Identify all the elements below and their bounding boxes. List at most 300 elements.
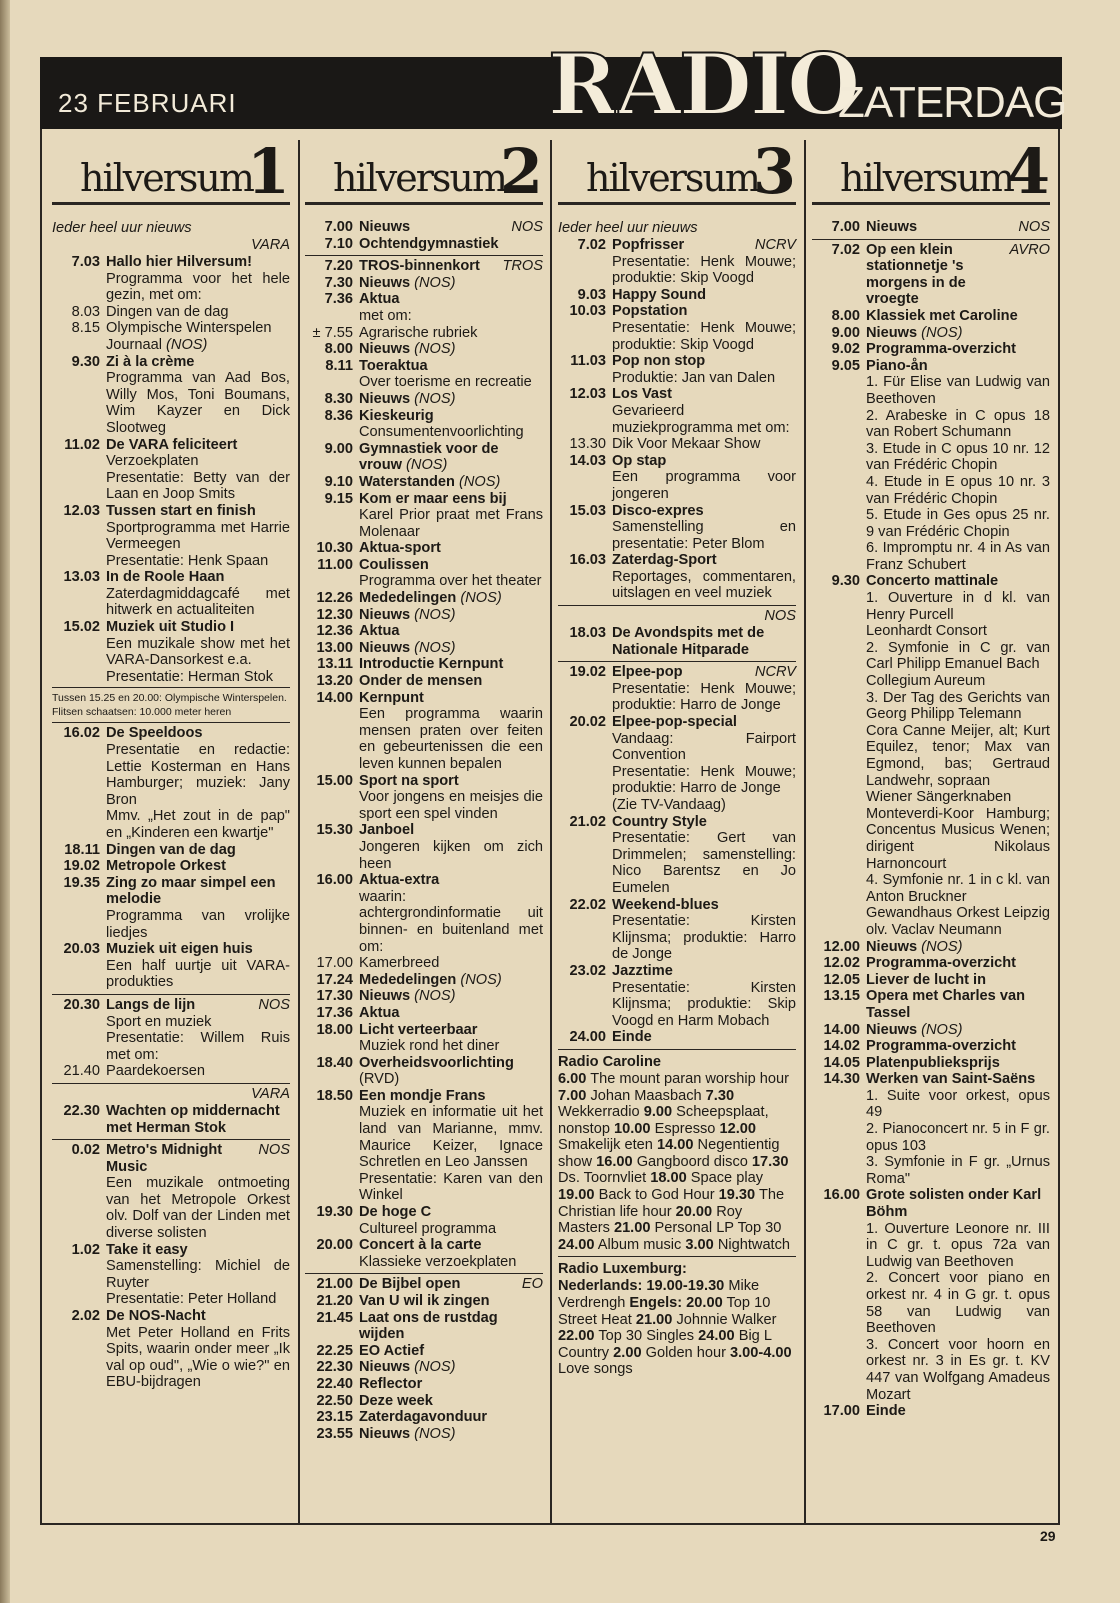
program-time: 17.00 [823, 1403, 860, 1420]
program-description: Presentatie: Willem Ruis met om: [106, 1030, 290, 1063]
program-entry [558, 453, 796, 503]
program-entry [558, 625, 796, 658]
program-entry [812, 573, 1050, 938]
program-title: Nieuws [359, 1425, 411, 1442]
program-title: Janboel [359, 822, 415, 839]
program-entry [812, 1022, 1050, 1039]
program-entry [305, 656, 543, 673]
program-time: 15.30 [316, 822, 353, 839]
program-body [866, 358, 1050, 574]
program-entry [305, 690, 543, 773]
station-column-1 [52, 135, 290, 1391]
program-time: 13.11 [317, 656, 353, 673]
program-title-line [612, 287, 796, 304]
program-description: 3. Der Tag des Gerichts van Georg Philipp Telemann [866, 689, 1050, 723]
program-time: 15.00 [316, 772, 353, 789]
program-time: 12.36 [316, 623, 353, 640]
program-time: 16.00 [316, 872, 353, 889]
program-title: Zi à la crème [106, 353, 195, 370]
program-description: 3. Symfonie in F gr. „Urnus Roma" [866, 1154, 1050, 1187]
schedule-program: Roy Masters [558, 1203, 743, 1237]
schedule-program: Top 10 Street Heat [558, 1295, 771, 1328]
station-title: Radio Luxemburg: [558, 1261, 687, 1278]
schedule-time: 19.30 [718, 1187, 756, 1204]
program-body [106, 997, 290, 1063]
program-time: 12.30 [316, 606, 353, 623]
program-time: 19.02 [569, 664, 606, 681]
program-title: Nieuws [359, 341, 411, 358]
program-body [866, 325, 1050, 342]
program-title: Langs de lijn [106, 996, 196, 1013]
program-title: Aktua [359, 291, 400, 308]
program-title-line [359, 640, 543, 657]
program-description: Programma voor het hele gezin, met om: [106, 270, 290, 304]
program-title: Dingen van de dag [106, 303, 229, 320]
program-title: Einde [866, 1403, 906, 1420]
program-description: met om: [359, 307, 412, 324]
program-title-line [359, 1276, 543, 1293]
program-title-line [359, 1359, 543, 1376]
program-time: 7.02 [577, 237, 606, 253]
program-title-line [359, 1409, 543, 1426]
program-title-line [866, 1038, 1050, 1055]
station-number: 3 [752, 135, 796, 208]
program-title-line [359, 872, 543, 889]
program-entry [558, 897, 796, 963]
section-divider [812, 239, 1050, 240]
program-entry [812, 358, 1050, 574]
program-title: Werken van Saint-Saëns [866, 1071, 1036, 1088]
program-title: Nieuws [359, 390, 411, 407]
program-description: Samenstelling: Michiel de Ruyter [106, 1258, 290, 1291]
program-description: Presentatie en redactie: Lettie Kosterman en Hans Hamburger; muziek: Jany Bron [106, 742, 290, 808]
program-description: Programma van Aad Bos, Willy Mos, Toni Boumans, Wim Kayzer en Dick Slootweg [106, 370, 290, 436]
program-title-line [359, 1293, 543, 1310]
program-entry [812, 955, 1050, 972]
column-divider [298, 140, 300, 1524]
program-body [359, 219, 543, 236]
program-title-line [106, 1308, 290, 1325]
program-broadcaster: (NOS) [921, 1021, 963, 1038]
program-title-line [612, 814, 796, 831]
program-body [359, 474, 543, 491]
program-body [866, 955, 1050, 972]
program-time: 13.20 [316, 673, 353, 690]
program-title: Aktua [359, 1004, 400, 1021]
program-description: 1. Ouverture Leonore nr. III in C gr. t. opus 72a van Ludwig van Beethoven [866, 1220, 1050, 1270]
program-title: Liever de lucht in [866, 971, 987, 988]
program-title-line [866, 1055, 1050, 1072]
program-entry [305, 1426, 543, 1443]
program-title-line [359, 690, 543, 707]
program-title: Elpee-pop [612, 664, 683, 681]
program-entry [305, 673, 543, 690]
program-title-line [612, 625, 796, 658]
schedule-time: 16.00 [596, 1153, 633, 1170]
program-time: 11.02 [64, 436, 100, 453]
program-description: Verzoekplaten [106, 453, 199, 470]
schedule-time: 3.00-4.00 [730, 1344, 792, 1361]
program-body [612, 552, 796, 602]
program-title: Gymnastiek voor de vrouw [359, 440, 499, 474]
program-entry [558, 386, 796, 436]
program-title-line [359, 822, 543, 839]
program-body [866, 1055, 1050, 1072]
program-time: 23.02 [569, 962, 606, 979]
program-title-line [359, 988, 543, 1005]
program-title: Disco-expres [612, 502, 704, 519]
program-time: 9.05 [831, 357, 860, 374]
station-name: hilversum [333, 156, 506, 200]
program-title: Sport na sport [359, 772, 459, 789]
program-body [612, 353, 796, 386]
program-title-line [359, 623, 543, 640]
program-body [612, 1029, 796, 1046]
program-description: Monteverdi-Koor Hamburg; Concentus Musicus Wenen; dirigent Nikolaus Harnoncourt [866, 805, 1050, 872]
program-body [106, 1103, 290, 1136]
program-title: Platenpublieksprijs [866, 1054, 1000, 1071]
program-body [866, 341, 1050, 358]
program-entry [52, 1103, 290, 1136]
program-entry [305, 291, 543, 324]
station-column-4 [812, 135, 1050, 1420]
program-body [359, 773, 543, 823]
program-body [359, 1310, 543, 1343]
program-description: Wiener Sängerknaben [866, 789, 1012, 806]
program-title: Aktua-sport [359, 540, 441, 557]
header-date: 23 FEBRUARI [58, 88, 237, 118]
column-divider [804, 140, 806, 1524]
program-entry [558, 1029, 796, 1046]
program-description: Reportages, commentaren, uitslagen en veel muziek [612, 568, 796, 602]
program-title-line [106, 304, 290, 321]
schedule-time: 20.00 [675, 1203, 713, 1220]
program-entry [305, 773, 543, 823]
station-name: hilversum [840, 156, 1013, 200]
program-title-line [359, 1005, 543, 1022]
program-body [359, 441, 543, 474]
program-title: Coulissen [359, 556, 429, 573]
program-body [359, 358, 543, 391]
program-entry [52, 304, 290, 321]
program-description: Cora Canne Meijer, alt; Kurt Equilez, tenor; Max van Egmond, bas; Gertraud Landwehr, sopraan [866, 722, 1050, 789]
program-title-line [359, 275, 543, 292]
program-body [359, 972, 543, 989]
program-body [106, 354, 290, 437]
program-description: Jongeren kijken om zich heen [359, 838, 543, 872]
program-body [359, 1409, 543, 1426]
program-description: Cultureel programma [359, 1220, 497, 1237]
program-entry [52, 725, 290, 841]
station-header [305, 135, 543, 208]
program-entry [812, 1187, 1050, 1403]
program-title-line [106, 254, 290, 271]
program-title: Zing zo maar simpel een melodie [106, 874, 276, 908]
station-header [558, 135, 796, 208]
schedule-time: 2.00 [613, 1344, 642, 1361]
program-body [359, 325, 543, 342]
program-title: TROS-binnenkort [359, 258, 480, 275]
section-divider [305, 255, 543, 256]
program-entry [812, 988, 1050, 1021]
program-entry [812, 1038, 1050, 1055]
program-title-line [106, 1242, 290, 1259]
program-entry [52, 320, 290, 353]
header-day: ZATERDAG [838, 78, 1067, 127]
schedule-program: Ds. Toornvliet [558, 1170, 651, 1187]
section-divider [52, 994, 290, 995]
program-entry [812, 325, 1050, 342]
program-time: 7.02 [831, 241, 860, 258]
program-title: Wachten op middernacht met Herman Stok [106, 1102, 280, 1136]
page-number: 29 [1040, 1528, 1056, 1544]
program-time: 8.03 [71, 303, 100, 320]
program-title-line [106, 858, 290, 875]
program-entry [305, 491, 543, 541]
program-broadcaster: (NOS) [166, 336, 208, 353]
schedule-time: Engels: 20.00 [629, 1295, 723, 1312]
program-description: 2. Pianoconcert nr. 5 in F gr. opus 103 [866, 1121, 1050, 1154]
program-title: Op stap [612, 452, 667, 469]
program-entry [305, 258, 543, 275]
program-title: Nieuws [866, 938, 918, 955]
column-divider [550, 140, 552, 1524]
program-body [612, 963, 796, 1029]
program-body [359, 623, 543, 640]
program-broadcaster: (NOS) [921, 938, 963, 955]
program-title: Programma-overzicht [866, 341, 1017, 358]
program-body [612, 814, 796, 897]
program-broadcaster: (NOS) [414, 988, 456, 1005]
program-entry [305, 607, 543, 624]
program-entry [812, 242, 1050, 308]
program-time: 1.02 [71, 1241, 100, 1258]
program-time: 12.02 [823, 955, 860, 972]
program-title-line [866, 341, 1050, 358]
program-entry [558, 303, 796, 353]
program-title-line [359, 391, 543, 408]
program-body [106, 619, 290, 685]
program-time: 14.03 [569, 452, 606, 469]
schedule-program: Scheepsplaat, nonstop [558, 1104, 769, 1137]
program-entry [52, 1063, 290, 1080]
schedule-program: Johan Maasbach [586, 1087, 706, 1104]
program-body [359, 540, 543, 557]
program-description: Zaterdagmiddagcafé met hitwerk en actualiteiten [106, 585, 290, 619]
program-body [866, 1071, 1050, 1187]
broadcaster-label: NOS [258, 996, 290, 1013]
program-entry [558, 237, 796, 287]
program-entry [52, 503, 290, 569]
program-title-line [359, 773, 543, 790]
program-entry [558, 664, 796, 714]
program-title-line [359, 607, 543, 624]
program-description: Presentatie: Kirsten Klijnsma; produktie: Harro de Jonge [612, 913, 796, 963]
program-body [612, 303, 796, 353]
program-entry [305, 1022, 543, 1055]
program-description: 3. Etude in C opus 10 nr. 12 van Frédéric Chopin [866, 440, 1050, 474]
program-body [612, 625, 796, 658]
program-time: 12.00 [823, 938, 860, 955]
program-body [866, 939, 1050, 956]
program-body [359, 341, 543, 358]
program-entry [52, 941, 290, 991]
program-time: 20.02 [569, 714, 606, 731]
program-entry [305, 972, 543, 989]
program-description: Presentatie: Herman Stok [106, 668, 274, 685]
schedule-program: Back to God Hour [594, 1187, 719, 1204]
schedule-time: 21.00 [635, 1311, 673, 1328]
schedule-program: Album music [594, 1236, 686, 1253]
program-description: 2. Symfonie in C gr. van Carl Philipp Emanuel Bach [866, 639, 1050, 673]
program-body [359, 1005, 543, 1022]
program-entry [558, 353, 796, 386]
broadcaster-label: NCRV [754, 237, 796, 253]
program-entry [812, 341, 1050, 358]
program-entry [305, 474, 543, 491]
program-time: 8.00 [831, 307, 860, 324]
program-description: Collegium Aureum [866, 673, 986, 690]
program-body [866, 573, 1050, 938]
program-entry [305, 1310, 543, 1343]
program-title: De NOS-Nacht [106, 1308, 206, 1325]
schedule-time: 3.00 [685, 1236, 714, 1253]
broadcaster-label: AVRO [1009, 241, 1050, 258]
program-entry [812, 308, 1050, 325]
program-body [866, 308, 1050, 325]
program-entry [305, 1376, 543, 1393]
program-title-line [359, 325, 543, 342]
program-body [359, 607, 543, 624]
program-body [359, 1393, 543, 1410]
program-entry [305, 1409, 543, 1426]
program-time: 11.00 [317, 556, 353, 573]
schedule-time: 6.00 [558, 1070, 587, 1087]
program-title: Een mondje Frans [359, 1087, 486, 1104]
program-title: Dingen van de dag [106, 841, 236, 858]
program-body [359, 1343, 543, 1360]
schedule-time: 12.00 [719, 1120, 757, 1137]
program-title: Zaterdag-Sport [612, 552, 717, 569]
broadcaster-label: NOS [1018, 219, 1050, 235]
schedule-program: Negentientig show [558, 1137, 780, 1170]
program-title: Elpee-pop-special [612, 714, 737, 731]
program-body [359, 822, 543, 872]
program-time: 7.30 [324, 274, 353, 291]
program-body [866, 1038, 1050, 1055]
broadcaster-label: VARA [251, 1085, 290, 1102]
program-time: 13.30 [569, 436, 606, 453]
program-time: 22.50 [316, 1392, 353, 1409]
program-title: Kamerbreed [359, 955, 440, 972]
program-time: 17.30 [316, 988, 353, 1005]
program-body [612, 503, 796, 553]
program-time: 16.03 [569, 552, 606, 569]
program-entry [558, 814, 796, 897]
program-title-line [106, 569, 290, 586]
program-title: Aktua [359, 623, 400, 640]
program-entry [305, 955, 543, 972]
program-body [106, 725, 290, 841]
schedule-time: 21.00 [613, 1220, 651, 1237]
program-title: Klassiek met Caroline [866, 307, 1018, 324]
program-time: 0.02 [71, 1142, 100, 1159]
program-time: 15.03 [569, 502, 606, 519]
program-title-line [612, 897, 796, 914]
program-title: Tussen start en finish [106, 502, 256, 519]
program-body [359, 590, 543, 607]
program-description: Sport en muziek [106, 1013, 212, 1030]
program-title: Laat ons de rustdag wijden [359, 1309, 498, 1343]
program-entry [305, 341, 543, 358]
program-title: De Bijbel open [359, 1276, 461, 1293]
program-description: 1. Für Elise van Ludwig van Beethoven [866, 374, 1050, 407]
program-title-line [359, 540, 543, 557]
program-title: Kieskeurig [359, 407, 434, 424]
program-time: 7.00 [324, 219, 353, 235]
program-title-line [106, 1103, 290, 1136]
program-description: Consumentenvoorlichting [359, 424, 524, 441]
program-description: Voor jongens en meisjes die sport een spel vinden [359, 789, 543, 822]
schedule-program: Top 30 Singles [594, 1328, 699, 1345]
program-time: 7.10 [324, 235, 353, 252]
program-time: 18.00 [316, 1021, 353, 1038]
program-entry [305, 1055, 543, 1088]
program-body [359, 258, 543, 275]
program-title-line [106, 503, 290, 520]
program-time: 9.00 [831, 324, 860, 341]
program-body [612, 287, 796, 304]
schedule-time: 24.00 [558, 1236, 595, 1253]
program-description: Vandaag: Fairport Convention [612, 730, 796, 764]
program-entry [305, 358, 543, 391]
program-time: 9.02 [831, 341, 860, 358]
program-entry [52, 997, 290, 1063]
program-title: Dik Voor Mekaar Show [612, 436, 761, 453]
program-entry [305, 540, 543, 557]
program-time: 21.02 [569, 813, 606, 830]
schedule-program: Personal LP Top 30 [650, 1220, 782, 1237]
program-time: 2.02 [71, 1308, 100, 1325]
program-body [612, 714, 796, 814]
program-entry [558, 714, 796, 814]
program-title: Deze week [359, 1392, 433, 1409]
program-title: Nieuws [866, 324, 918, 341]
program-title-line [866, 573, 1050, 590]
program-time: 18.50 [316, 1087, 353, 1104]
program-entry [305, 236, 543, 253]
schedule-program: Love songs [558, 1361, 633, 1378]
program-title-line [612, 963, 796, 980]
program-title-line [866, 972, 1050, 989]
program-time: 8.11 [325, 357, 353, 374]
program-title: Olympische Winterspelen Journaal [106, 320, 272, 353]
program-description: 6. Impromptu nr. 4 in As van Franz Schubert [866, 540, 1050, 573]
program-title: Metropole Orkest [106, 858, 227, 875]
program-title: EO Actief [359, 1342, 425, 1359]
station-header [52, 135, 290, 208]
program-title: Popfrisser [612, 237, 685, 253]
program-title: Nieuws [359, 274, 411, 291]
program-title: Nieuws [359, 988, 411, 1005]
program-entry [305, 822, 543, 872]
program-time: 14.05 [823, 1054, 860, 1071]
program-broadcaster: (NOS) [414, 1359, 456, 1376]
program-description: (RVD) [359, 1071, 400, 1088]
program-entry [305, 988, 543, 1005]
program-time: 18.03 [569, 625, 606, 642]
program-title-line [359, 1204, 543, 1221]
